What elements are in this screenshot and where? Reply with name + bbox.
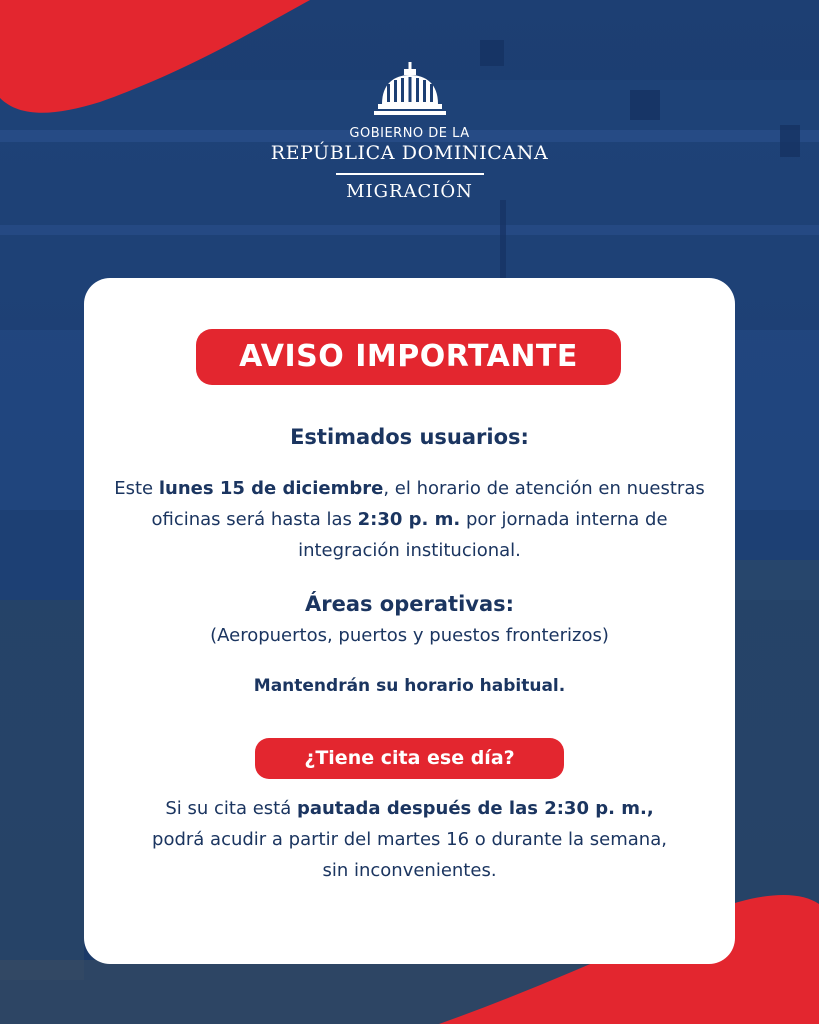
operational-areas-list: (Aeropuertos, puertos y puestos fronterizos) xyxy=(210,625,609,646)
schedule-paragraph xyxy=(104,473,715,566)
government-line-1: GOBIERNO DE LA xyxy=(349,126,470,141)
government-header xyxy=(0,60,819,202)
header-divider xyxy=(336,173,484,175)
greeting-heading: Estimados usuarios: xyxy=(290,425,529,449)
text-segment: Este xyxy=(114,478,159,499)
date-highlight: lunes 15 de diciembre xyxy=(158,478,384,499)
operational-areas-heading: Áreas operativas: xyxy=(304,592,515,616)
text-segment: Si su cita está xyxy=(165,798,297,819)
government-line-2: REPÚBLICA DOMINICANA xyxy=(270,142,549,164)
text-segment: podrá acudir a partir del martes 16 o durante la semana, sin inconvenientes. xyxy=(152,829,667,881)
notice-card xyxy=(84,278,735,964)
time-highlight: pautada después de las 2:30 p. m., xyxy=(296,798,654,819)
important-notice-badge: AVISO IMPORTANTE xyxy=(196,329,621,385)
agency-name: MIGRACIÓN xyxy=(346,180,473,202)
appointment-question-badge: ¿Tiene cita ese día? xyxy=(255,738,564,779)
operational-areas-note: Mantendrán su horario habitual. xyxy=(253,676,566,696)
capitol-dome-icon xyxy=(374,60,446,120)
appointment-paragraph xyxy=(144,793,675,886)
text-segment: , el horario de atención en nuestras oficinas será hasta las xyxy=(151,478,705,530)
text-segment: por jornada interna de integración institucional. xyxy=(298,509,668,561)
time-highlight: 2:30 p. m. xyxy=(357,509,461,530)
